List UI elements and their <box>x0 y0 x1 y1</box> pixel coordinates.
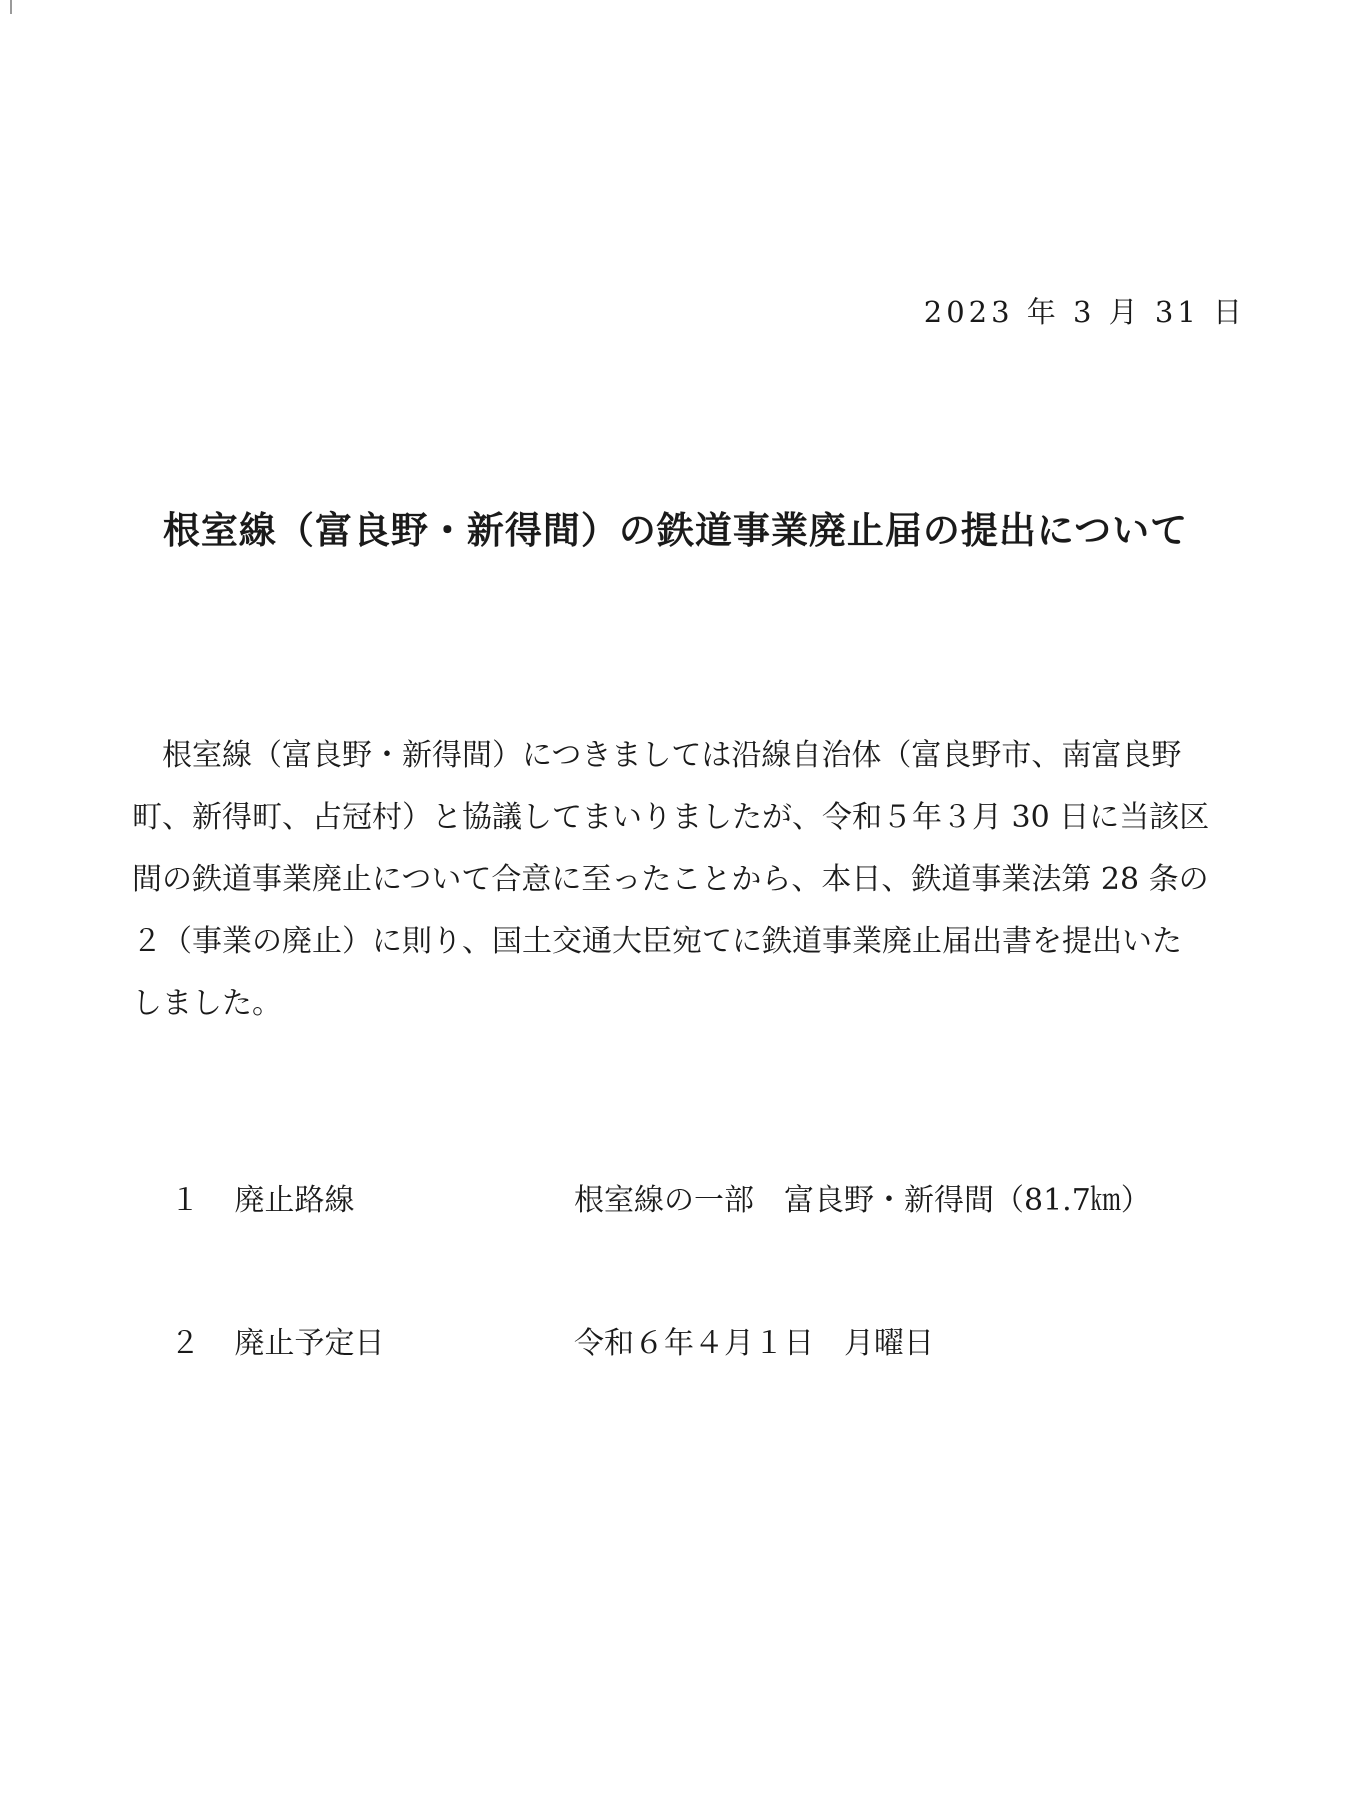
body-line: 間の鉄道事業廃止について合意に至ったことから、本日、鉄道事業法第 28 条の <box>132 862 1209 897</box>
item-value: 令和６年４月１日 月曜日 <box>574 1326 934 1361</box>
body-line: ２（事業の廃止）に則り、国土交通大臣宛てに鉄道事業廃止届出書を提出いた <box>132 924 1182 959</box>
item-value: 根室線の一部 富良野・新得間（81.7㎞） <box>574 1183 1151 1218</box>
page-edge-mark <box>10 0 12 14</box>
document-date: 2023 年 3 月 31 日 <box>923 295 1246 329</box>
body-line: 町、新得町、占冠村）と協議してまいりましたが、令和５年３月 30 日に当該区 <box>132 800 1210 835</box>
list-item-abolished-line <box>170 1175 1151 1219</box>
document-title: 根室線（富良野・新得間）の鉄道事業廃止届の提出について <box>162 509 1189 552</box>
body-line: 根室線（富良野・新得間）につきましては沿線自治体（富良野市、南富良野 <box>132 738 1182 773</box>
body-line: しました。 <box>132 986 282 1021</box>
list-item-abolition-date <box>170 1318 934 1362</box>
item-label: 廃止路線 <box>234 1183 355 1218</box>
body-paragraph <box>132 725 1252 1035</box>
item-number: ２ <box>170 1326 200 1361</box>
item-label: 廃止予定日 <box>234 1326 385 1361</box>
item-number: １ <box>170 1183 200 1218</box>
